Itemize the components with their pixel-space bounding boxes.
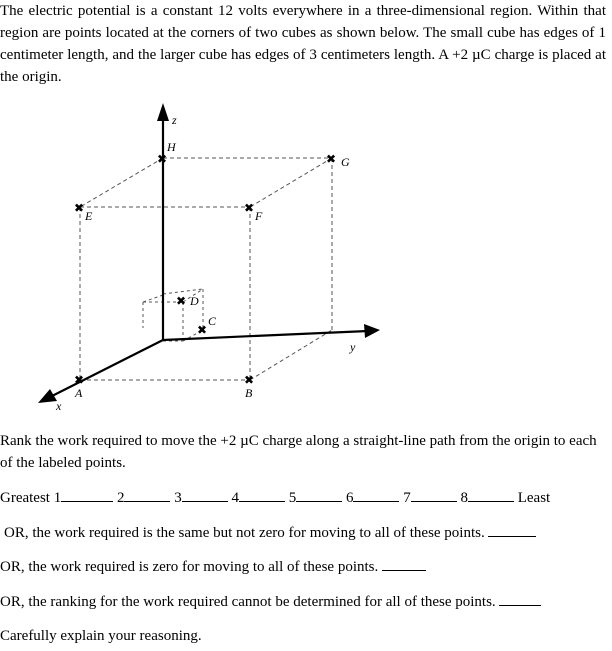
rank-4-label: 4 xyxy=(231,490,239,506)
rank-3-label: 3 xyxy=(174,490,182,506)
rank-2-label: 2 xyxy=(116,490,125,506)
point-A-label: A xyxy=(75,386,83,400)
rank-6-blank[interactable] xyxy=(353,487,399,502)
y-axis-label: y xyxy=(350,340,356,354)
large-cube-edges xyxy=(80,158,332,380)
explain-reasoning: Carefully explain your reasoning. xyxy=(0,628,202,644)
option-undetermined-text: OR, the ranking for the work required cannot be determined for all of these points. xyxy=(0,594,496,610)
rank-2-blank[interactable] xyxy=(124,487,170,502)
problem-intro: The electric potential is a constant 12 volts everywhere in a three-dimensional region. Within that region are points located at the corners of two cubes as shown below. The small cube has edges of 1 centimeter length, and the larger cube has edges of 3 centimeters length. A +2 µC charge is placed at the origin. xyxy=(0,3,606,85)
option-same-text: OR, the work required is the same but not zero for moving to all of these points. xyxy=(4,525,485,541)
point-B-label: B xyxy=(245,386,253,400)
ranking-question: Rank the work required to move the +2 µC charge along a straight-line path from the origin to each of the labeled points. xyxy=(0,433,597,471)
option-undetermined-blank[interactable] xyxy=(499,591,541,606)
rank-greatest-label: Greatest 1 xyxy=(0,490,62,506)
point-H-label: H xyxy=(167,140,176,154)
option-zero-text: OR, the work required is zero for moving to all of these points. xyxy=(0,559,379,575)
rank-5-blank[interactable] xyxy=(296,487,342,502)
point-G-marker: ✖ xyxy=(326,152,337,166)
point-E-label: E xyxy=(85,209,93,223)
option-zero-blank[interactable] xyxy=(382,556,426,571)
rank-5-label: 5 xyxy=(288,490,297,506)
rank-3-blank[interactable] xyxy=(182,487,228,502)
option-zero xyxy=(0,556,426,578)
rank-8-label: 8 xyxy=(460,490,468,506)
z-axis-arrowhead xyxy=(157,103,169,121)
y-axis-arrowhead xyxy=(364,324,380,338)
option-undetermined xyxy=(0,591,541,613)
option-same-blank[interactable] xyxy=(488,522,536,537)
point-H-marker: ✖ xyxy=(157,152,168,166)
point-A-marker: ✖ xyxy=(74,373,85,387)
point-E-marker: ✖ xyxy=(74,201,85,215)
rank-7-blank[interactable] xyxy=(411,487,457,502)
rank-7-label: 7 xyxy=(403,490,411,506)
point-G-label: G xyxy=(341,155,350,169)
point-C-marker: ✖ xyxy=(197,323,208,337)
point-B-marker: ✖ xyxy=(244,373,255,387)
coordinate-axes xyxy=(52,118,368,396)
rank-1-blank[interactable] xyxy=(61,487,113,502)
point-F-marker: ✖ xyxy=(244,201,255,215)
rank-6-label: 6 xyxy=(345,490,354,506)
z-axis-label: z xyxy=(172,113,177,127)
point-F-label: F xyxy=(255,209,263,223)
option-same-nonzero xyxy=(4,522,536,544)
point-D-label: D xyxy=(190,294,199,308)
rank-least-label: Least xyxy=(517,490,551,506)
rank-4-blank[interactable] xyxy=(239,487,285,502)
rank-8-blank[interactable] xyxy=(468,487,514,502)
ranking-row xyxy=(0,487,550,509)
point-D-marker: ✖ xyxy=(176,294,187,308)
x-axis-label: x xyxy=(56,399,62,413)
point-C-label: C xyxy=(208,314,217,328)
